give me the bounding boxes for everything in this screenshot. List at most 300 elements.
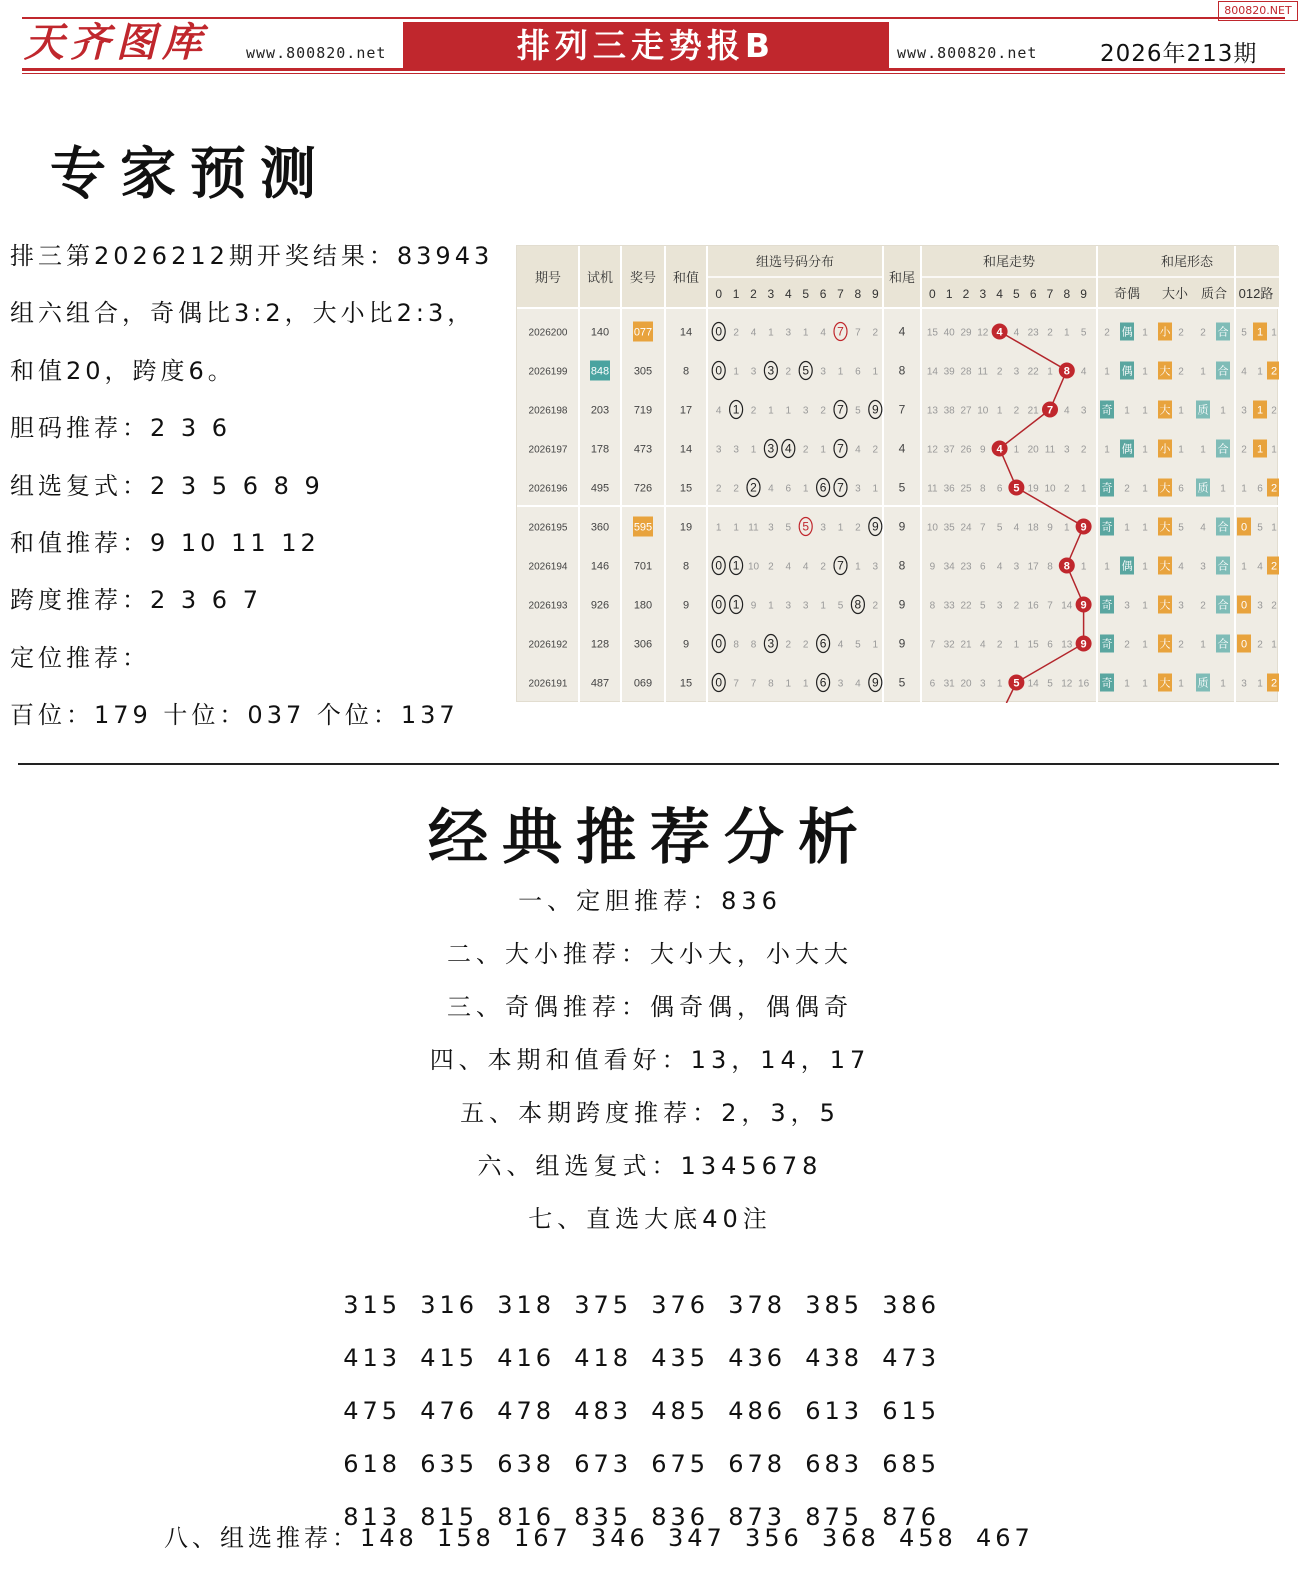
table-cell: 8: [898, 558, 906, 573]
table-cell: 14: [679, 443, 693, 456]
table-cell: 8: [1047, 561, 1053, 573]
table-cell: 1: [996, 678, 1003, 690]
number-cell: 875: [805, 1503, 864, 1531]
tail-trend-ball-label: 9: [1080, 521, 1087, 534]
table-cell: 1: [1200, 366, 1206, 378]
table-cell: 2: [1178, 327, 1184, 339]
table-cell: 1: [802, 678, 809, 690]
table-cell: 8: [682, 365, 690, 378]
number-cell: 635: [420, 1450, 479, 1478]
header-rule-bottom: [22, 68, 1285, 71]
table-cell: 14: [1061, 600, 1073, 612]
table-cell: 2026193: [528, 600, 568, 612]
table-cell: 1: [837, 366, 844, 378]
table-badge-label: 0: [1240, 521, 1248, 534]
table-cell: 3: [980, 678, 986, 690]
number-cell: 613: [805, 1397, 864, 1425]
table-cell: 1: [1257, 678, 1263, 690]
table-cell: 8: [929, 600, 936, 612]
table-cell: 32: [943, 639, 955, 651]
number-cell: 385: [805, 1291, 864, 1319]
number-cell: 683: [805, 1450, 864, 1478]
table-badge-label: 大: [1159, 599, 1171, 612]
table-cell: 1: [1124, 678, 1130, 690]
table-badge-label: 大: [1159, 638, 1171, 651]
table-cell: 9: [898, 597, 906, 612]
table-cell: 2: [1013, 405, 1020, 417]
table-cell: 2: [1124, 639, 1130, 651]
table-cell: 22: [960, 600, 972, 612]
table-cell: 719: [633, 404, 653, 417]
table-cell: 10: [977, 405, 989, 417]
table-badge-label: 2: [1270, 365, 1278, 378]
number-cell: 816: [497, 1503, 556, 1531]
table-cell: 2: [733, 483, 739, 495]
table-cell: 7: [837, 558, 844, 573]
table-cell: 1: [1124, 405, 1130, 417]
table-cell: 7: [837, 324, 844, 339]
table-cell: 3: [767, 636, 775, 651]
table-cell: 12: [926, 444, 938, 456]
table-cell: 1: [1142, 405, 1148, 417]
table-cell: 13: [1061, 639, 1073, 651]
table-cell: 4: [715, 405, 722, 417]
table-cell: 9: [871, 519, 879, 534]
digit-header: 6: [819, 287, 827, 301]
table-cell: 14: [1027, 678, 1039, 690]
table-cell: 7: [980, 522, 986, 534]
table-cell: 1: [872, 366, 879, 378]
table-cell: 4: [898, 441, 906, 456]
table-header-label: 奖号: [629, 270, 657, 285]
expert-prediction-title: 专家预测: [50, 142, 330, 207]
digit-header: 4: [784, 287, 792, 301]
number-cell: 416: [497, 1344, 556, 1372]
table-badge-label: 2: [1270, 677, 1278, 690]
table-cell: 38: [943, 405, 955, 417]
table-cell: 3: [802, 405, 809, 417]
table-cell: 2: [750, 405, 757, 417]
table-cell: 4: [1013, 327, 1020, 339]
table-cell: 15: [1027, 639, 1039, 651]
table-cell: 6: [855, 366, 861, 378]
number-cell: 673: [574, 1450, 633, 1478]
table-cell: 2: [1271, 405, 1277, 417]
table-cell: 180: [633, 599, 653, 612]
number-cell: 376: [651, 1291, 710, 1319]
table-cell: 1: [732, 558, 740, 573]
table-badge-label: 偶: [1121, 326, 1133, 339]
table-header-label: 和尾走势: [982, 254, 1036, 269]
table-cell: 726: [633, 482, 653, 495]
table-cell: 0: [715, 324, 723, 339]
header-rule-bottom-thin: [22, 73, 1285, 74]
table-cell: 4: [802, 561, 809, 573]
digit-header: 5: [802, 287, 810, 301]
table-badge-label: 合: [1217, 521, 1229, 534]
table-cell: 0: [715, 636, 723, 651]
table-cell: 848: [590, 365, 610, 378]
table-cell: 7: [750, 678, 757, 690]
table-badge-label: 奇: [1101, 638, 1113, 651]
table-cell: 5: [837, 600, 844, 612]
table-cell: 1: [1178, 444, 1184, 456]
number-cell: 316: [420, 1291, 479, 1319]
number-cell: 873: [728, 1503, 787, 1531]
table-cell: 19: [1027, 483, 1039, 495]
number-cell: 375: [574, 1291, 633, 1319]
classic-analysis-title: 经典推荐分析: [428, 803, 872, 873]
table-cell: 487: [590, 677, 610, 690]
table-cell: 360: [590, 521, 610, 534]
table-cell: 1: [785, 678, 792, 690]
table-cell: 7: [837, 480, 844, 495]
table-cell: 128: [590, 638, 610, 651]
table-cell: 495: [590, 482, 610, 495]
number-cell: 167: [514, 1524, 572, 1552]
table-cell: 11: [748, 522, 759, 534]
table-cell: 7: [929, 639, 936, 651]
tail-trend-ball-label: 9: [1080, 638, 1087, 651]
table-header-label: 质合: [1200, 286, 1228, 301]
digit-header: 3: [767, 287, 775, 301]
table-cell: 5: [898, 480, 906, 495]
number-cell: 315: [343, 1291, 402, 1319]
table-cell: 1: [1200, 639, 1206, 651]
table-cell: 25: [960, 483, 972, 495]
table-cell: 1: [1271, 522, 1277, 534]
table-cell: 4: [980, 639, 986, 651]
table-cell: 4: [1257, 561, 1263, 573]
table-cell: 36: [943, 483, 955, 495]
table-cell: 2: [750, 480, 757, 495]
tail-trend-ball-label: 4: [996, 326, 1003, 339]
table-header-label: 和值: [672, 270, 700, 285]
digit-header: 3: [979, 287, 987, 301]
table-cell: 2: [1124, 483, 1130, 495]
number-cell: 148: [360, 1524, 418, 1552]
number-cell: 158: [437, 1524, 495, 1552]
table-cell: 21: [1027, 405, 1039, 417]
table-badge-label: 偶: [1121, 443, 1133, 456]
table-cell: 26: [960, 444, 972, 456]
table-badge-label: 大: [1159, 677, 1171, 690]
table-cell: 4: [768, 483, 774, 495]
table-cell: 14: [926, 366, 938, 378]
table-badge-label: 合: [1217, 599, 1229, 612]
table-cell: 1: [1064, 327, 1070, 339]
table-cell: 2026200: [528, 327, 568, 339]
digit-header: 1: [732, 287, 740, 301]
table-cell: 2: [996, 639, 1003, 651]
table-cell: 6: [929, 678, 936, 690]
watermark-badge: 800820.NET: [1218, 1, 1298, 21]
table-badge-label: 0: [1240, 638, 1248, 651]
table-cell: 1: [732, 402, 740, 417]
number-cell: 356: [745, 1524, 803, 1552]
table-cell: 140: [590, 326, 610, 339]
table-cell: 3: [820, 366, 826, 378]
table-cell: 1: [1080, 483, 1087, 495]
table-cell: 0: [715, 363, 723, 378]
section-divider: [18, 763, 1279, 765]
expert-prediction-list: [10, 236, 510, 753]
table-cell: 1: [1124, 522, 1130, 534]
table-cell: 3: [1064, 444, 1070, 456]
table-cell: 10: [1044, 483, 1056, 495]
table-cell: 9: [871, 402, 879, 417]
table-cell: 24: [960, 522, 972, 534]
number-cell: 415: [420, 1344, 479, 1372]
table-cell: 9: [750, 600, 757, 612]
table-cell: 29: [960, 327, 972, 339]
table-badge-label: 1: [1256, 326, 1264, 339]
table-cell: 5: [1047, 678, 1053, 690]
table-cell: 3: [768, 522, 774, 534]
table-badge-label: 偶: [1121, 560, 1133, 573]
table-header-label: 012路: [1238, 286, 1274, 301]
site-url-right[interactable]: www.800820.net: [897, 44, 1038, 62]
table-cell: 4: [1178, 561, 1184, 573]
table-cell: 11: [1044, 444, 1056, 456]
table-header-label: 大小: [1161, 286, 1189, 301]
digit-header: 8: [854, 287, 862, 301]
table-cell: 6: [785, 483, 792, 495]
number-cell: 486: [728, 1397, 787, 1425]
classic-item: 二、大小推荐：大小大，小大大: [447, 940, 853, 968]
table-cell: 9: [871, 675, 879, 690]
table-cell: 9: [980, 444, 986, 456]
table-cell: 3: [733, 444, 739, 456]
table-cell: 7: [898, 402, 906, 417]
table-cell: 2: [1178, 366, 1184, 378]
table-cell: 5: [980, 600, 986, 612]
digit-header: 7: [1046, 287, 1054, 301]
table-badge-label: 合: [1217, 560, 1229, 573]
table-cell: 23: [960, 561, 972, 573]
expert-line: 和值推荐：9 10 11 12: [10, 528, 320, 557]
table-cell: 2: [785, 366, 792, 378]
site-url-left[interactable]: www.800820.net: [246, 44, 387, 62]
table-cell: 1: [1200, 444, 1206, 456]
table-cell: 15: [679, 482, 693, 495]
tail-trend-ball-label: 5: [1013, 677, 1020, 690]
table-cell: 2026197: [528, 444, 568, 456]
table-cell: 2026194: [528, 561, 568, 573]
table-cell: 1: [996, 405, 1003, 417]
table-badge-label: 奇: [1101, 677, 1113, 690]
table-cell: 28: [960, 366, 972, 378]
table-cell: 2: [996, 366, 1003, 378]
table-cell: 3: [1013, 366, 1020, 378]
number-cell: 685: [882, 1450, 941, 1478]
table-cell: 1: [1220, 678, 1226, 690]
table-cell: 8: [733, 639, 739, 651]
table-cell: 2026196: [528, 483, 568, 495]
table-cell: 2: [872, 444, 879, 456]
table-cell: 8: [898, 363, 906, 378]
table-cell: 3: [996, 600, 1003, 612]
table-badge-label: 质: [1197, 677, 1209, 690]
table-header-label: 和尾: [888, 270, 916, 285]
table-cell: 5: [785, 522, 792, 534]
tail-trend-ball-label: 5: [1013, 482, 1020, 495]
table-cell: 6: [819, 675, 827, 690]
table-cell: 17: [1027, 561, 1039, 573]
table-cell: 1: [802, 483, 809, 495]
table-cell: 37: [943, 444, 955, 456]
table-cell: 5: [1241, 327, 1247, 339]
table-cell: 2: [1271, 600, 1277, 612]
table-cell: 1: [1257, 366, 1263, 378]
table-cell: 4: [1241, 366, 1247, 378]
table-cell: 15: [679, 677, 693, 690]
table-cell: 11: [977, 366, 988, 378]
table-header-label: 期号: [534, 270, 562, 285]
table-cell: 4: [1080, 366, 1087, 378]
table-cell: 2: [1047, 327, 1053, 339]
table-cell: 20: [960, 678, 972, 690]
number-cell: 483: [574, 1397, 633, 1425]
table-cell: 2026191: [528, 678, 568, 690]
number-cell: 346: [591, 1524, 649, 1552]
table-cell: 203: [590, 404, 610, 417]
table-cell: 4: [820, 327, 826, 339]
table-cell: 4: [996, 561, 1003, 573]
table-cell: 1: [1241, 561, 1247, 573]
table-cell: 1: [802, 327, 809, 339]
table-cell: 7: [1047, 600, 1053, 612]
table-cell: 10: [747, 561, 760, 573]
classic-item: 六、组选复式：1345678: [477, 1152, 823, 1180]
table-cell: 2: [1241, 444, 1247, 456]
table-cell: 7: [837, 402, 844, 417]
table-cell: 146: [590, 560, 610, 573]
table-badge-label: 质: [1197, 482, 1209, 495]
table-cell: 8: [682, 560, 690, 573]
digit-header: 2: [750, 287, 757, 301]
table-cell: 1: [1013, 639, 1020, 651]
table-cell: 3: [872, 561, 879, 573]
table-cell: 1: [1178, 678, 1184, 690]
table-cell: 1: [855, 561, 861, 573]
trend-table: [516, 245, 1278, 702]
table-cell: 6: [980, 561, 986, 573]
table-cell: 2: [768, 561, 774, 573]
number-cell: 836: [651, 1503, 710, 1531]
table-cell: 5: [1178, 522, 1184, 534]
digit-header: 0: [715, 287, 723, 301]
table-cell: 39: [943, 366, 955, 378]
number-cell: 675: [651, 1450, 710, 1478]
table-cell: 10: [926, 522, 938, 534]
group-recommendation-row: [164, 1522, 1053, 1554]
table-cell: 4: [784, 441, 792, 456]
table-cell: 5: [1080, 327, 1087, 339]
table-cell: 1: [872, 483, 879, 495]
table-cell: 3: [785, 600, 792, 612]
table-cell: 3: [1178, 600, 1184, 612]
table-cell: 1: [1271, 327, 1277, 339]
tail-trend-ball-label: 4: [996, 443, 1003, 456]
table-badge-label: 合: [1217, 326, 1229, 339]
table-badge-label: 大: [1159, 521, 1171, 534]
table-cell: 0: [715, 558, 723, 573]
table-cell: 5: [996, 522, 1003, 534]
table-cell: 1: [1142, 327, 1148, 339]
table-badge-label: 大: [1159, 482, 1171, 495]
number-cell: 418: [574, 1344, 633, 1372]
table-cell: 1: [1142, 561, 1148, 573]
table-cell: 5: [802, 363, 810, 378]
report-banner-title: 排列三走势报B: [403, 22, 889, 70]
number-cell: 678: [728, 1450, 787, 1478]
table-cell: 2: [802, 639, 809, 651]
tail-trend-ball-label: 7: [1046, 404, 1054, 417]
table-cell: 2: [785, 639, 792, 651]
number-cell: 458: [899, 1524, 957, 1552]
table-cell: 2: [872, 327, 879, 339]
table-cell: 2: [733, 327, 739, 339]
table-cell: 4: [785, 561, 792, 573]
number-cell: 485: [651, 1397, 710, 1425]
number-cell: 478: [497, 1397, 556, 1425]
table-cell: 0: [715, 597, 723, 612]
table-cell: 1: [1142, 444, 1148, 456]
table-cell: 5: [855, 639, 861, 651]
table-cell: 1: [1142, 483, 1148, 495]
table-cell: 701: [633, 560, 653, 573]
table-cell: 35: [943, 522, 955, 534]
expert-line: 胆码推荐：2 3 6: [10, 414, 232, 443]
table-cell: 3: [785, 327, 792, 339]
table-cell: 17: [679, 404, 693, 417]
table-cell: 3: [802, 600, 809, 612]
table-cell: 1: [1047, 366, 1053, 378]
table-cell: 2: [1200, 600, 1206, 612]
table-badge-label: 小: [1159, 326, 1171, 339]
table-badge-label: 大: [1159, 404, 1171, 417]
table-cell: 3: [750, 366, 757, 378]
table-cell: 1: [1104, 444, 1110, 456]
table-cell: 4: [1013, 522, 1020, 534]
table-header-label: 试机: [586, 270, 614, 285]
table-cell: 2: [820, 405, 826, 417]
table-cell: 1: [732, 597, 740, 612]
digit-header: 9: [1080, 287, 1087, 301]
tail-trend-ball-label: 8: [1063, 365, 1070, 378]
table-cell: 2: [802, 444, 809, 456]
number-cell: 438: [805, 1344, 864, 1372]
table-cell: 21: [960, 639, 972, 651]
table-cell: 8: [768, 678, 774, 690]
table-cell: 4: [855, 444, 861, 456]
brand-logo: 天齐图库: [24, 19, 208, 66]
table-cell: 1: [1220, 405, 1226, 417]
table-cell: 1: [1142, 522, 1148, 534]
expert-line: 排三第2026212期开奖结果：83943: [10, 242, 494, 270]
number-cell: 476: [420, 1397, 479, 1425]
table-cell: 3: [1124, 600, 1130, 612]
table-cell: 7: [855, 327, 861, 339]
table-badge-label: 奇: [1101, 404, 1113, 417]
table-cell: 5: [898, 675, 906, 690]
table-cell: 1: [1104, 561, 1110, 573]
table-cell: 1: [733, 522, 739, 534]
number-cell: 347: [668, 1524, 726, 1552]
table-badge-label: 奇: [1101, 482, 1113, 495]
classic-item: 五、本期跨度推荐：2，3，5: [460, 1099, 840, 1127]
